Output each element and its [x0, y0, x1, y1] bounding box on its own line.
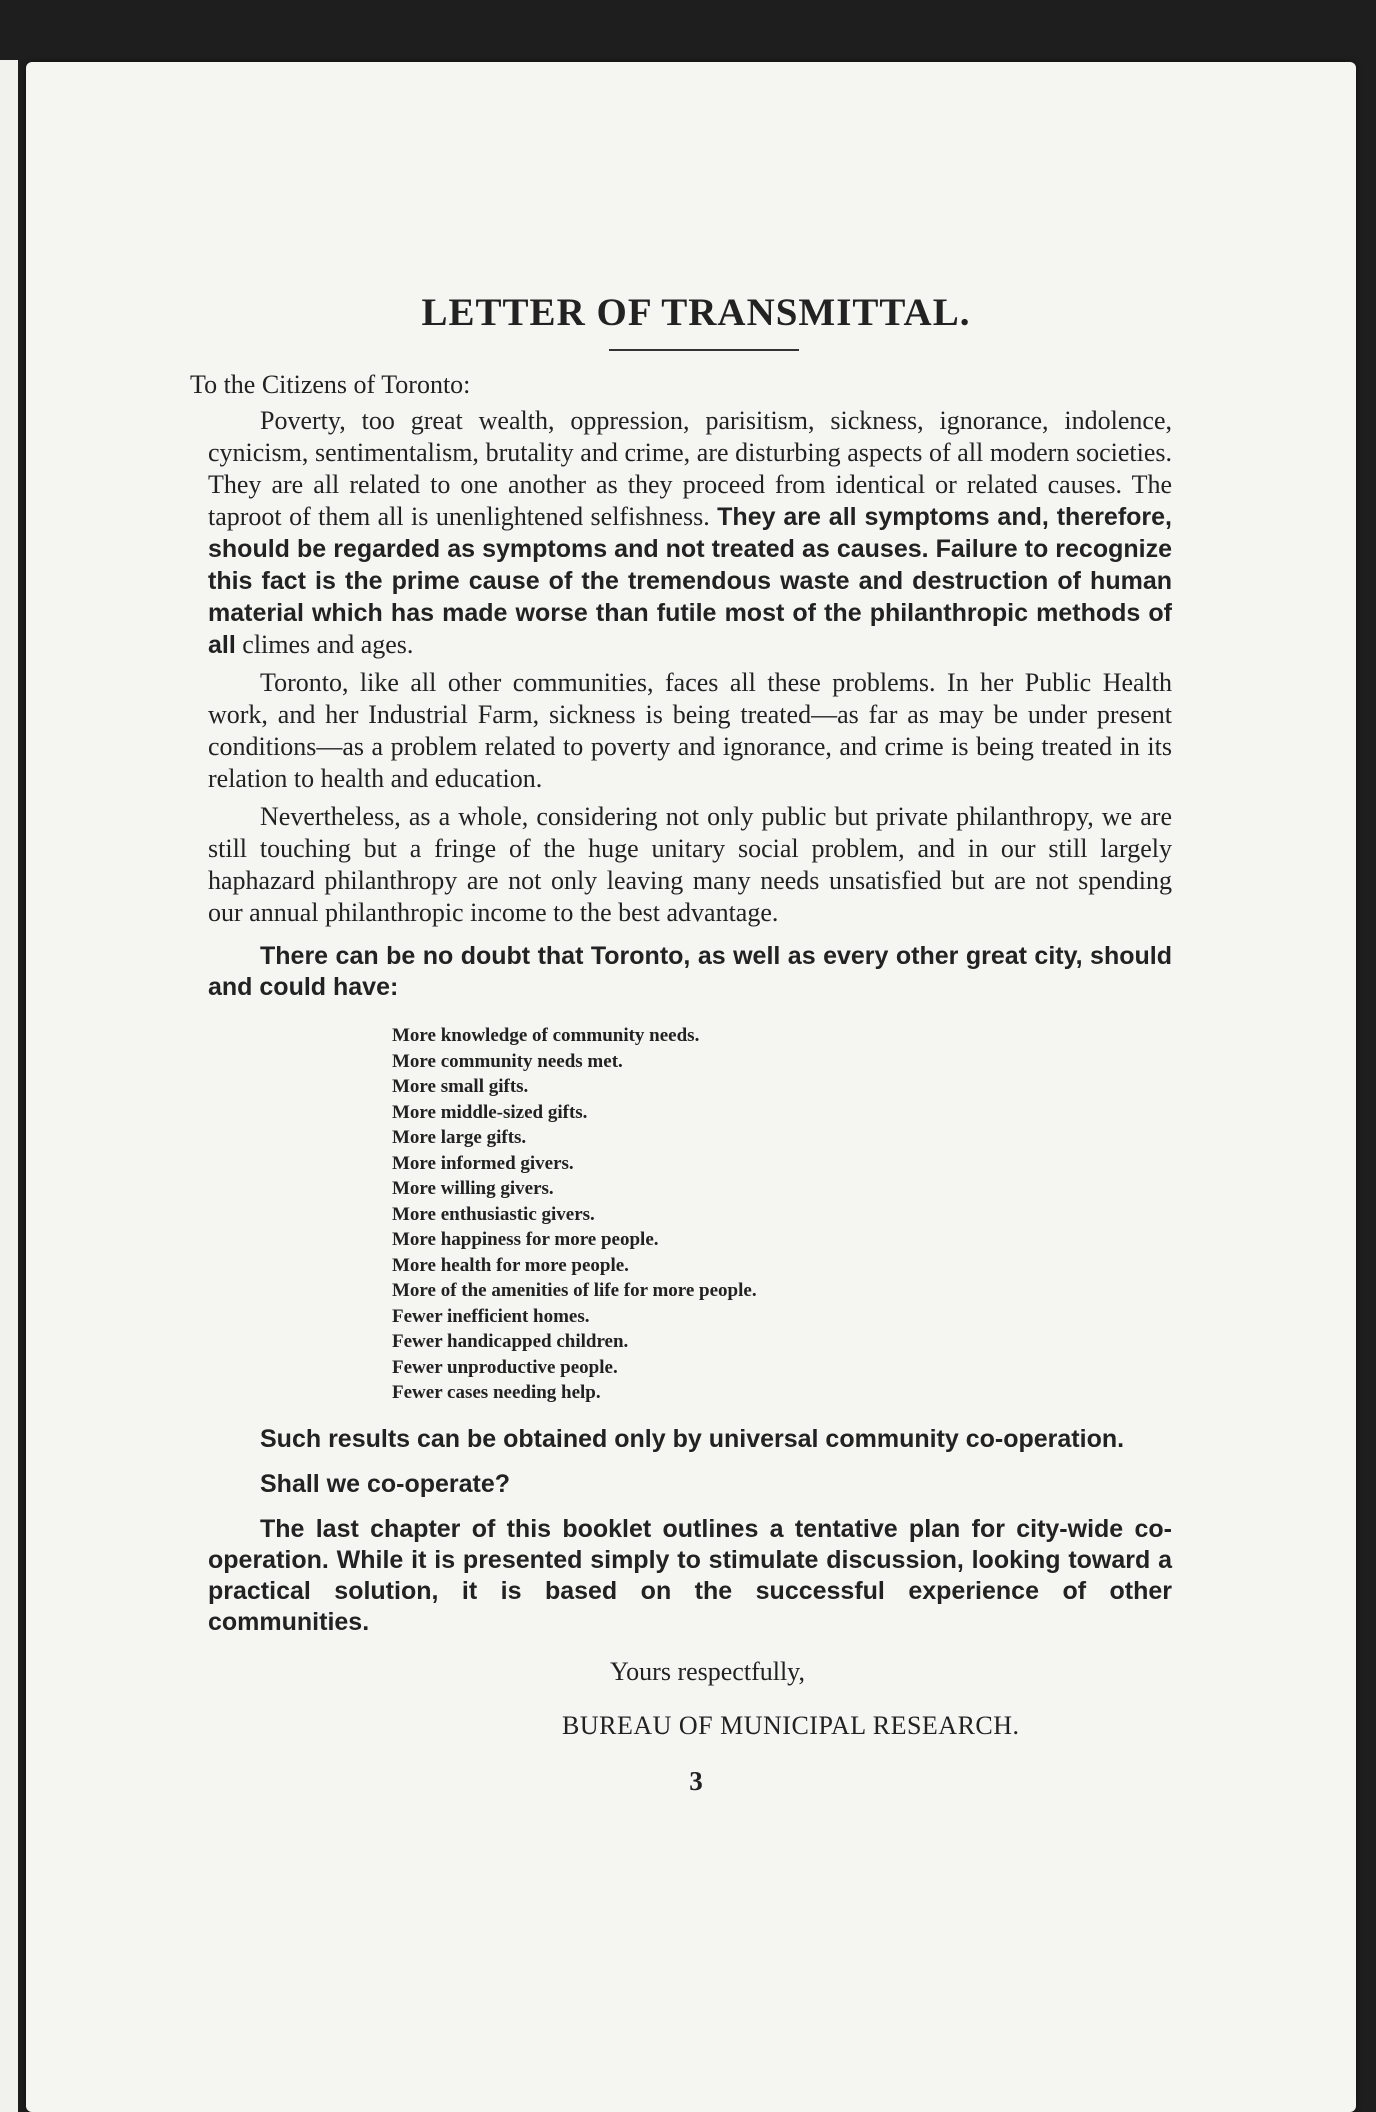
list-item: More of the amenities of life for more people. [392, 1280, 757, 1301]
list-item: More happiness for more people. [392, 1229, 659, 1250]
paragraph-3: Nevertheless, as a whole, considering not only public but private philanthropy, we are still touching but a fringe of the huge unitary social problem, and in our still largely haphazard philanthropy are not only leaving many needs unsatisfied but are not spending our annual philanthropic income to the best advantage. [208, 802, 1172, 927]
page-number: 3 [689, 1765, 703, 1796]
list-item: More enthusiastic givers. [392, 1203, 595, 1225]
signoff: Yours respectfully, [610, 1656, 805, 1686]
paragraph-5: Such results can be obtained only by universal community co-operation. [260, 1424, 1125, 1453]
paragraph-2: Toronto, like all other communities, faces all these problems. In her Public Health work, and her Industrial Farm, sickness is being treated—as far as may be under present conditions—as a problem related to poverty and ignorance, and crime is being treated in its relation to health and education. [208, 668, 1172, 793]
paragraph-6: Shall we co-operate? [260, 1469, 511, 1498]
title-rule [609, 349, 799, 351]
list-item: More large gifts. [392, 1127, 527, 1148]
list-item: More informed givers. [392, 1152, 574, 1174]
list-item: More willing givers. [392, 1178, 554, 1199]
paragraph-4: There can be no doubt that Toronto, as well as every other great city, should and could have: [208, 942, 1172, 1001]
needs-list [392, 1023, 1172, 1406]
list-item: Fewer unproductive people. [392, 1356, 618, 1378]
list-item: Fewer inefficient homes. [392, 1305, 590, 1327]
paragraph-1 [180, 405, 1172, 661]
paragraph-1-bold: They are all symptoms and, therefore, should be regarded as symptoms and not treated as causes. Failure to recognize this fact is the prime cause of the tremendous waste and destruction of human material which has made worse than futile most of the philanthropic methods of all [208, 503, 1172, 659]
page-content [180, 290, 1172, 1797]
list-item: Fewer handicapped children. [392, 1331, 629, 1352]
list-item: More small gifts. [392, 1076, 529, 1097]
list-item: More community needs met. [392, 1050, 623, 1072]
paragraph-1-normal: Poverty, too great wealth, oppression, parisitism, sickness, ignorance, indolence, cynicism, sentimentalism, brutality and crime, are disturbing aspects of all modern societies. They are all related to one another as they proceed from identical or related causes. The taproot of them all is unenlightened selfishness. [208, 406, 1172, 531]
document-page [26, 62, 1356, 2112]
paragraph-1-end: climes and ages. [242, 630, 414, 659]
paragraph-7: The last chapter of this booklet outlines a tentative plan for city-wide co-operation. While it is presented simply to stimulate discussion, looking toward a practical solution, it is based on the successful experience of other communities. [208, 1514, 1172, 1636]
list-item: More knowledge of community needs. [392, 1025, 700, 1046]
list-item: Fewer cases needing help. [392, 1382, 601, 1403]
salutation: To the Citizens of Toronto: [190, 370, 471, 399]
adjacent-page-edge [0, 60, 18, 2112]
signature: BUREAU OF MUNICIPAL RESEARCH. [562, 1710, 1020, 1740]
document-title: LETTER OF TRANSMITTAL. [421, 291, 971, 334]
list-item: More health for more people. [392, 1254, 629, 1276]
list-item: More middle-sized gifts. [392, 1101, 588, 1123]
